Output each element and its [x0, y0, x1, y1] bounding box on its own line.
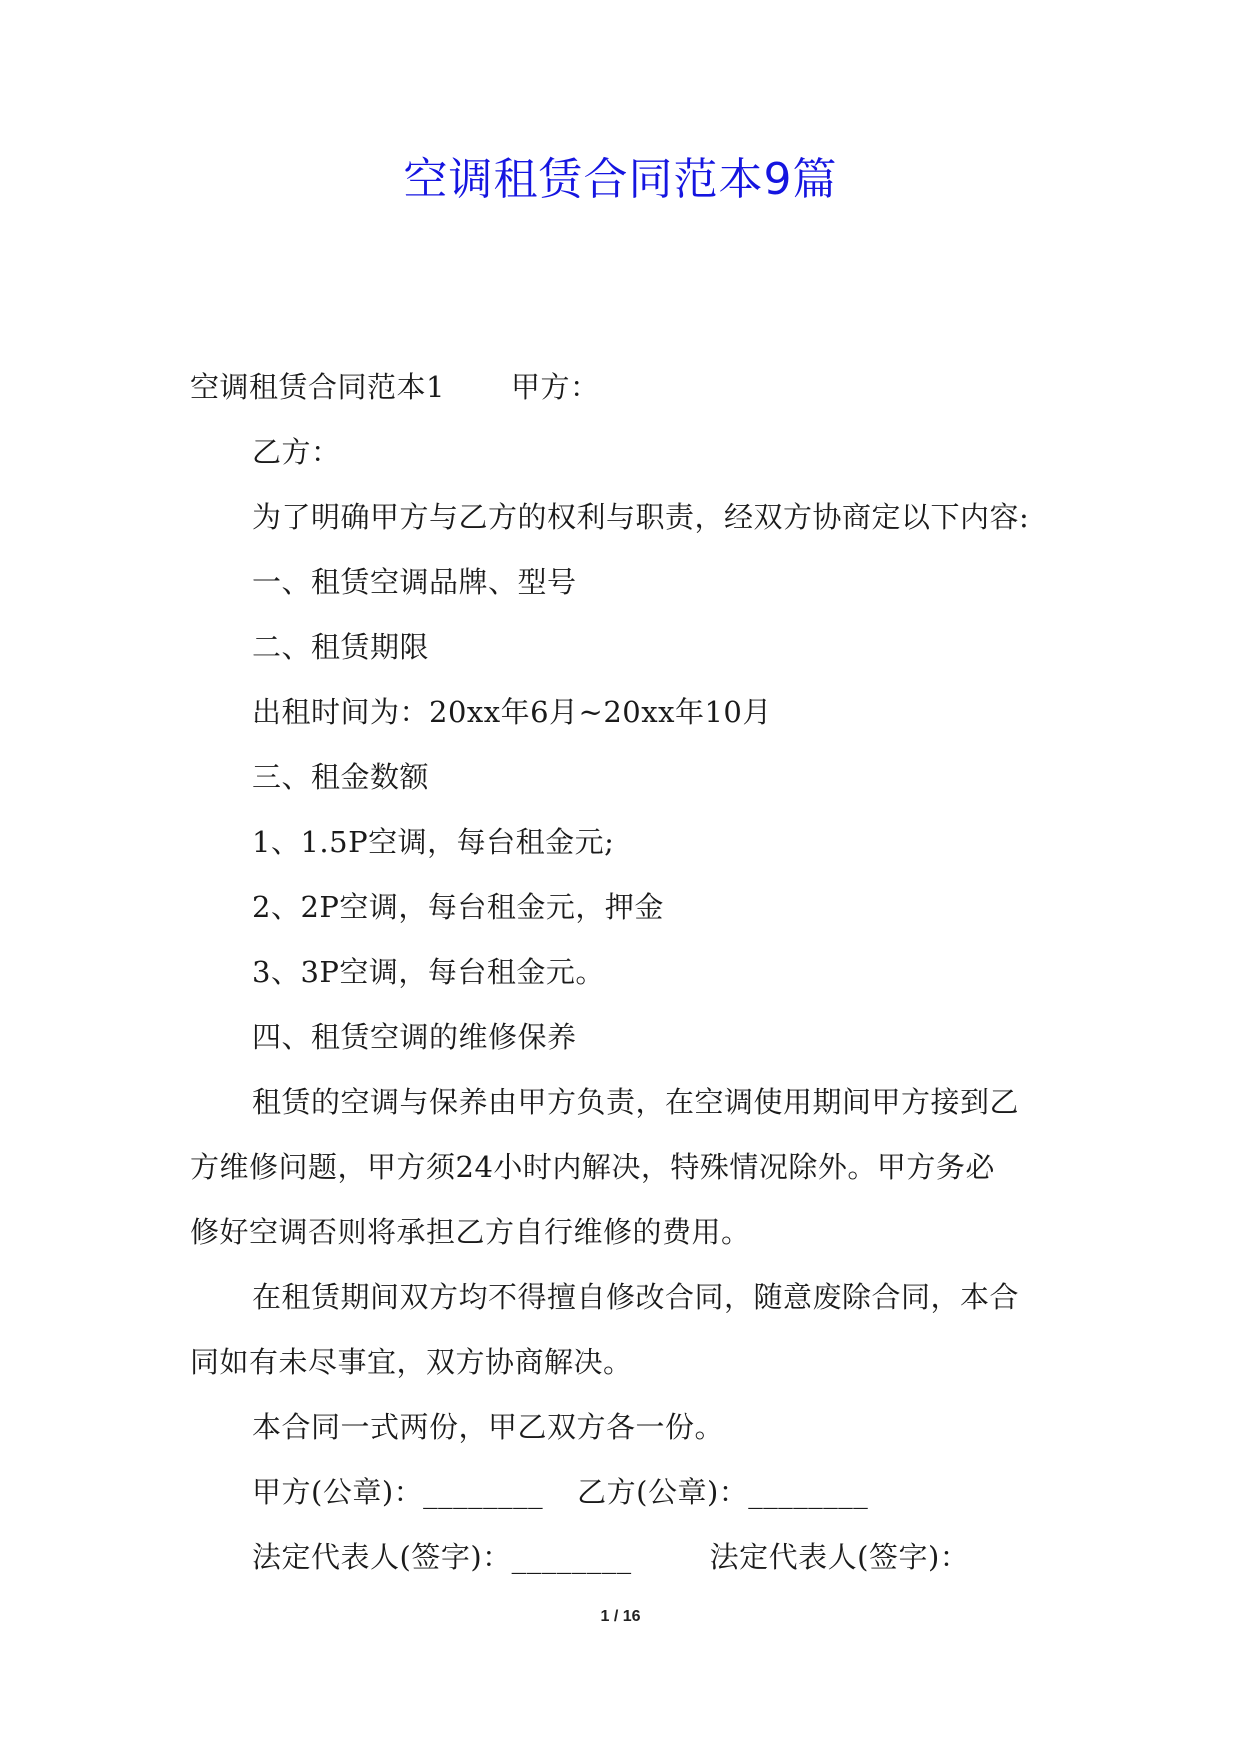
copies-text: 本合同一式两份，甲乙双方各一份。 — [252, 1410, 725, 1444]
rent-item-1: 1、1.5P空调，每台租金元; — [252, 825, 615, 859]
amendment-line-1: 在租赁期间双方均不得擅自修改合同，随意废除合同，本合 — [252, 1280, 1020, 1314]
party-a-seal: 甲方(公章)：________ — [252, 1475, 544, 1509]
rent-item-2: 2、2P空调，每台租金元，押金 — [252, 890, 664, 924]
party-a-label: 甲方： — [510, 370, 600, 404]
clause-lease-term: 二、租赁期限 — [252, 630, 430, 664]
intro-paragraph: 为了明确甲方与乙方的权利与职责，经双方协商定以下内容: — [252, 500, 1030, 534]
amendment-line-2: 同如有未尽事宜，双方协商解决。 — [190, 1345, 633, 1379]
maintenance-line-2: 方维修问题，甲方须24小时内解决，特殊情况除外。甲方务必 — [190, 1150, 995, 1184]
rent-period-text: 出租时间为：20xx年6月~20xx年10月 — [252, 695, 772, 729]
party-b-label: 乙方： — [252, 435, 341, 469]
maintenance-line-3: 修好空调否则将承担乙方自行维修的费用。 — [190, 1215, 751, 1249]
clause-brand-model: 一、租赁空调品牌、型号 — [252, 565, 577, 599]
party-a-representative: 法定代表人(签字)：________ — [252, 1540, 632, 1574]
party-b-seal: 乙方(公章)：________ — [577, 1475, 869, 1509]
clause-maintenance: 四、租赁空调的维修保养 — [252, 1020, 577, 1054]
page-number: 1 / 16 — [600, 1608, 641, 1625]
section-heading: 空调租赁合同范本1 — [190, 370, 445, 404]
document-title: 空调租赁合同范本9篇 — [403, 154, 838, 205]
clause-rent-amount: 三、租金数额 — [252, 760, 430, 794]
seal-line — [190, 1460, 1050, 1525]
contract-body — [190, 355, 1050, 1590]
representative-line — [190, 1525, 1050, 1590]
rent-item-3: 3、3P空调，每台租金元。 — [252, 955, 605, 989]
party-b-representative: 法定代表人(签字)： — [709, 1540, 970, 1574]
maintenance-line-1: 租赁的空调与保养由甲方负责，在空调使用期间甲方接到乙 — [252, 1085, 1020, 1119]
heading-line — [190, 355, 1050, 420]
